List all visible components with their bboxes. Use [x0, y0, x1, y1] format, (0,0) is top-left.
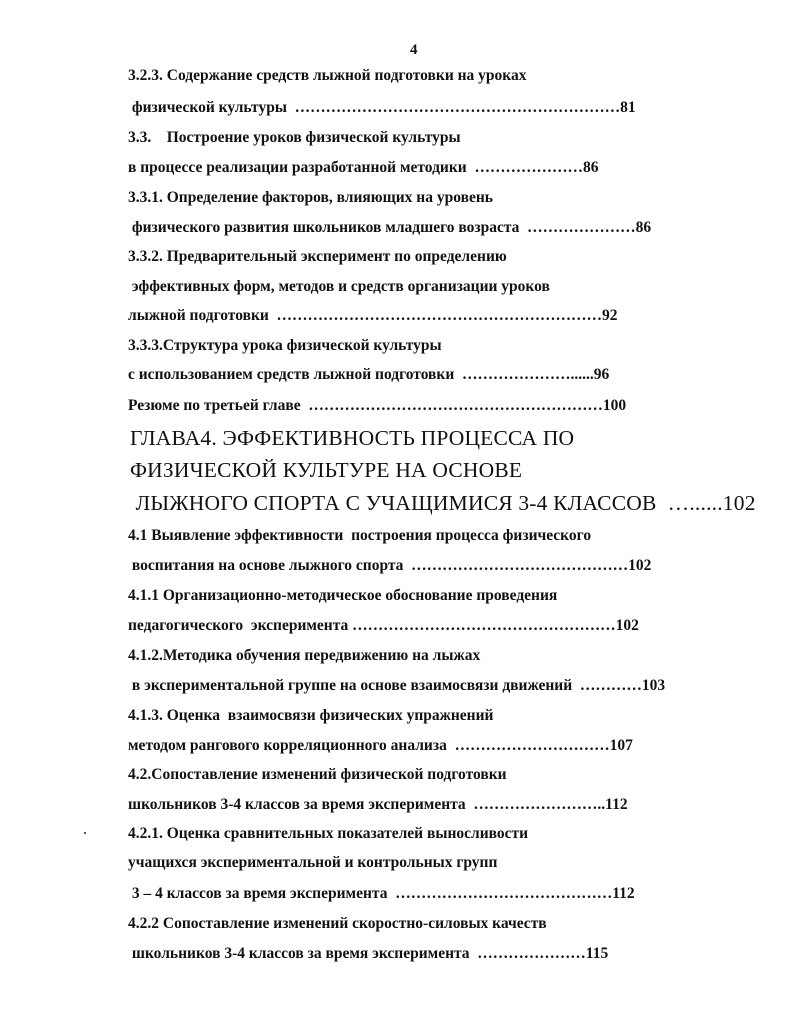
toc-line: физического развития школьников младшего возраста …………………86	[128, 219, 652, 236]
toc-line: эффективных форм, методов и средств организации уроков	[128, 278, 550, 295]
toc-line: 4.1.3. Оценка взаимосвязи физических упражнений	[128, 707, 494, 724]
toc-line: воспитания на основе лыжного спорта ……………………………………102	[128, 557, 652, 574]
toc-line: с использованием средств лыжной подготовки …………………......96	[128, 366, 610, 383]
toc-line: 3.3.1. Определение факторов, влияющих на уровень	[128, 189, 493, 206]
toc-line: Резюме по третьей главе …………………………………………………100	[128, 397, 627, 414]
toc-line: в процессе реализации разработанной методики …………………86	[128, 159, 599, 176]
toc-line: 4.1 Выявление эффективности построения процесса физического	[128, 527, 592, 544]
scan-speck	[84, 832, 86, 834]
toc-line: в экспериментальной группе на основе взаимосвязи движений …………103	[128, 677, 666, 694]
toc-line: школьников 3-4 классов за время эксперимента ……………………..112	[128, 796, 628, 813]
page-number: 4	[410, 42, 418, 58]
toc-line: 3.3.3.Структура урока физической культуры	[128, 337, 442, 354]
toc-line: 3 – 4 классов за время эксперимента ……………………………………112	[128, 885, 635, 902]
toc-line: 3.3.2. Предварительный эксперимент по определению	[128, 248, 507, 265]
toc-line: учащихся экспериментальной и контрольных групп	[128, 854, 498, 871]
toc-line: педагогического эксперимента ……………………………………………102	[128, 617, 639, 634]
chapter-heading: ФИЗИЧЕСКОЙ КУЛЬТУРЕ НА ОСНОВЕ	[130, 458, 523, 482]
toc-line: физической культуры ………………………………………………………81	[128, 99, 636, 116]
toc-line: 4.1.1 Организационно-методическое обоснование проведения	[128, 587, 558, 604]
chapter-heading: ЛЫЖНОГО СПОРТА С УЧАЩИМИСЯ 3-4 КЛАССОВ …......102	[130, 491, 756, 515]
toc-line: 4.2.Сопоставление изменений физической подготовки	[128, 766, 507, 783]
toc-line: школьников 3-4 классов за время эксперимента …………………115	[128, 945, 609, 962]
toc-line: лыжной подготовки ………………………………………………………92	[128, 307, 618, 324]
toc-line: 3.2.3. Содержание средств лыжной подготовки на уроках	[128, 67, 527, 84]
toc-line: 4.1.2.Методика обучения передвижению на лыжах	[128, 647, 481, 664]
toc-line: методом рангового корреляционного анализа …………………………107	[128, 737, 633, 754]
toc-line: 4.2.2 Сопоставление изменений скоростно-силовых качеств	[128, 915, 547, 932]
toc-line: 3.3. Построение уроков физической культуры	[128, 129, 461, 146]
chapter-heading: ГЛАВА4. ЭФФЕКТИВНОСТЬ ПРОЦЕССА ПО	[130, 426, 575, 450]
toc-line: 4.2.1. Оценка сравнительных показателей выносливости	[128, 825, 529, 842]
